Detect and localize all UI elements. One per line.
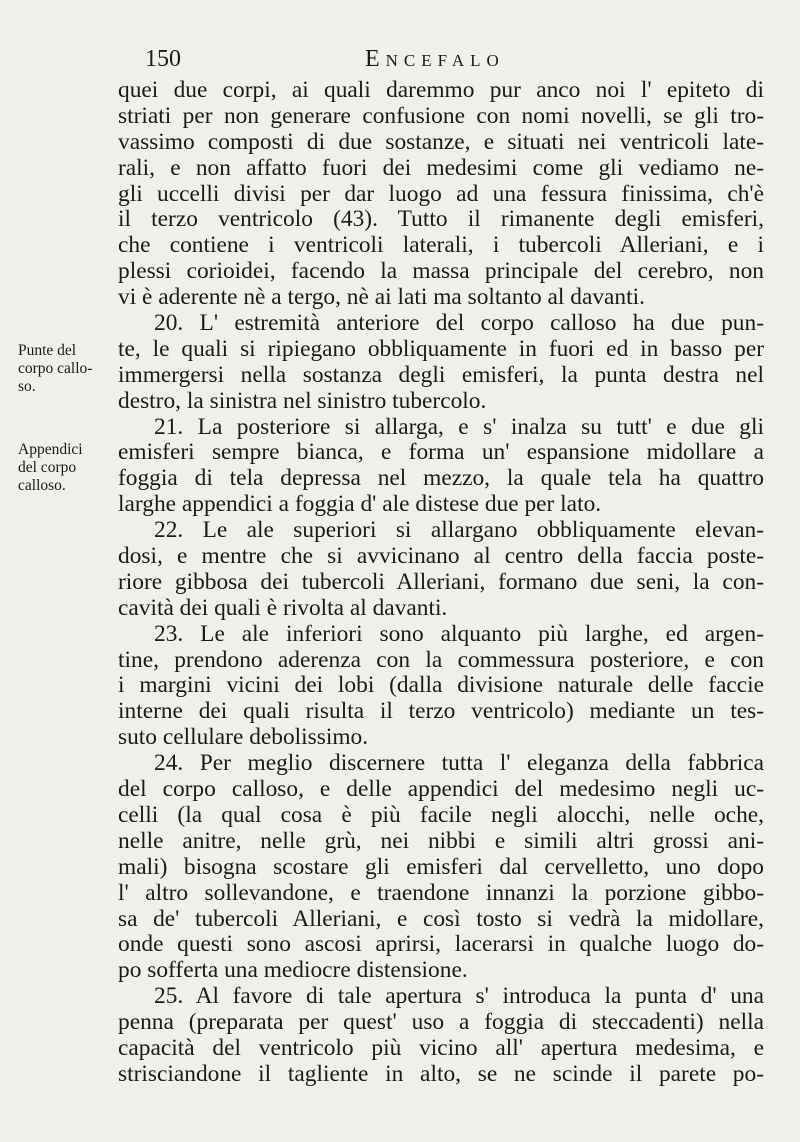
text-line: larghe appendici a foggia d' ale distese due per lato. <box>118 491 602 518</box>
paragraph-25-line: 25. Al favore di tale apertura s' introduca la punta d' una <box>154 983 764 1010</box>
page-header <box>145 46 765 80</box>
text-line: vi è aderente nè a tergo, nè ai lati ma soltanto al davanti. <box>118 284 645 311</box>
margin-note-line: corpo callo- <box>18 360 93 377</box>
text-line: sa de' tubercoli Alleriani, e così tosto si vedrà la midollare, <box>118 905 764 932</box>
paragraph-23-line: 23. Le ale inferiori sono alquanto più larghe, ed argen- <box>154 620 764 647</box>
text-line: interne dei quali risulta il terzo ventricolo) mediante un tes- <box>118 698 764 725</box>
text-line: riore gibbosa dei tubercoli Alleriani, formano due seni, la con- <box>118 568 764 595</box>
text-line: mali) bisogna scostare gli emisferi dal cervelletto, uno dopo <box>118 853 764 880</box>
text-line: destro, la sinistra nel sinistro tubercolo. <box>118 387 487 414</box>
text-line: che contiene i ventricoli laterali, i tubercoli Alleriani, e i <box>118 232 764 259</box>
paragraph-21-line: 21. La posteriore si allarga, e s' inalza su tutt' e due gli <box>154 413 764 440</box>
running-title: Encefalo <box>365 46 505 72</box>
text-line: capacità del ventricolo più vicino all' apertura medesima, e <box>118 1034 764 1061</box>
text-line: celli (la qual cosa è più facile negli alocchi, nelle oche, <box>118 801 764 828</box>
margin-note-line: Appendici <box>18 441 83 458</box>
text-line: striati per non generare confusione con nomi novelli, se gli tro- <box>118 102 764 129</box>
text-line: plessi corioidei, facendo la massa principale del cerebro, non <box>118 258 764 285</box>
text-line: cavità dei quali è rivolta al davanti. <box>118 594 448 621</box>
text-line: suto cellulare debolissimo. <box>118 724 369 751</box>
paragraph-20-line: 20. L' estremità anteriore del corpo calloso ha due pun- <box>154 310 764 337</box>
text-line: penna (preparata per quest' uso a foggia di steccadenti) nella <box>118 1009 764 1036</box>
text-line: dosi, e mentre che si avvicinano al centro della faccia poste- <box>118 543 764 570</box>
text-line: po sofferta una mediocre distensione. <box>118 957 468 984</box>
text-line: tine, prendono aderenza con la commessura posteriore, e con <box>118 646 764 673</box>
text-line: te, le quali si ripiegano obbliquamente in fuori ed in basso per <box>118 335 764 362</box>
text-line: i margini vicini dei lobi (dalla divisione naturale delle faccie <box>118 672 764 699</box>
text-line: il terzo ventricolo (43). Tutto il rimanente degli emisferi, <box>118 206 764 233</box>
text-line: l' altro sollevandone, e traendone innanzi la porzione gibbo- <box>118 879 764 906</box>
text-line: rali, e non affatto fuori dei medesimi come gli vediamo ne- <box>118 154 764 181</box>
margin-note-line: Punte del <box>18 342 77 359</box>
text-line: del corpo calloso, e delle appendici del medesimo negli uc- <box>118 776 764 803</box>
text-line: onde questi sono ascosi aprirsi, lacerarsi in qualche luogo do- <box>118 931 764 958</box>
margin-note-line: calloso. <box>18 477 66 494</box>
paragraph-24-line: 24. Per meglio discernere tutta l' eleganza della fabbrica <box>154 750 764 777</box>
text-line: immergersi nella sostanza degli emisferi, la punta destra nel <box>118 361 764 388</box>
text-line: gli uccelli divisi per dar luogo ad una fessura finissima, ch'è <box>118 180 764 207</box>
text-line: emisferi sempre bianca, e forma un' espansione midollare a <box>118 439 764 466</box>
margin-note-punte <box>18 342 118 396</box>
text-line: strisciandone il tagliente in alto, se ne scinde il parete po- <box>118 1060 764 1087</box>
body-text <box>118 78 764 1088</box>
text-line: nelle anitre, nelle grù, nei nibbi e simili altri grossi ani- <box>118 827 764 854</box>
paragraph-22-line: 22. Le ale superiori si allargano obbliquamente elevan- <box>154 517 764 544</box>
margin-note-line: so. <box>18 378 36 395</box>
margin-note-appendici <box>18 441 118 495</box>
text-line: quei due corpi, ai quali daremmo pur anco noi l' epiteto di <box>118 77 764 103</box>
margin-note-line: del corpo <box>18 459 77 476</box>
text-line: foggia di tela depressa nel mezzo, la quale tela ha quattro <box>118 465 764 492</box>
page-number: 150 <box>145 46 181 72</box>
text-line: vassimo composti di due sostanze, e situati nei ventricoli late- <box>118 128 764 155</box>
